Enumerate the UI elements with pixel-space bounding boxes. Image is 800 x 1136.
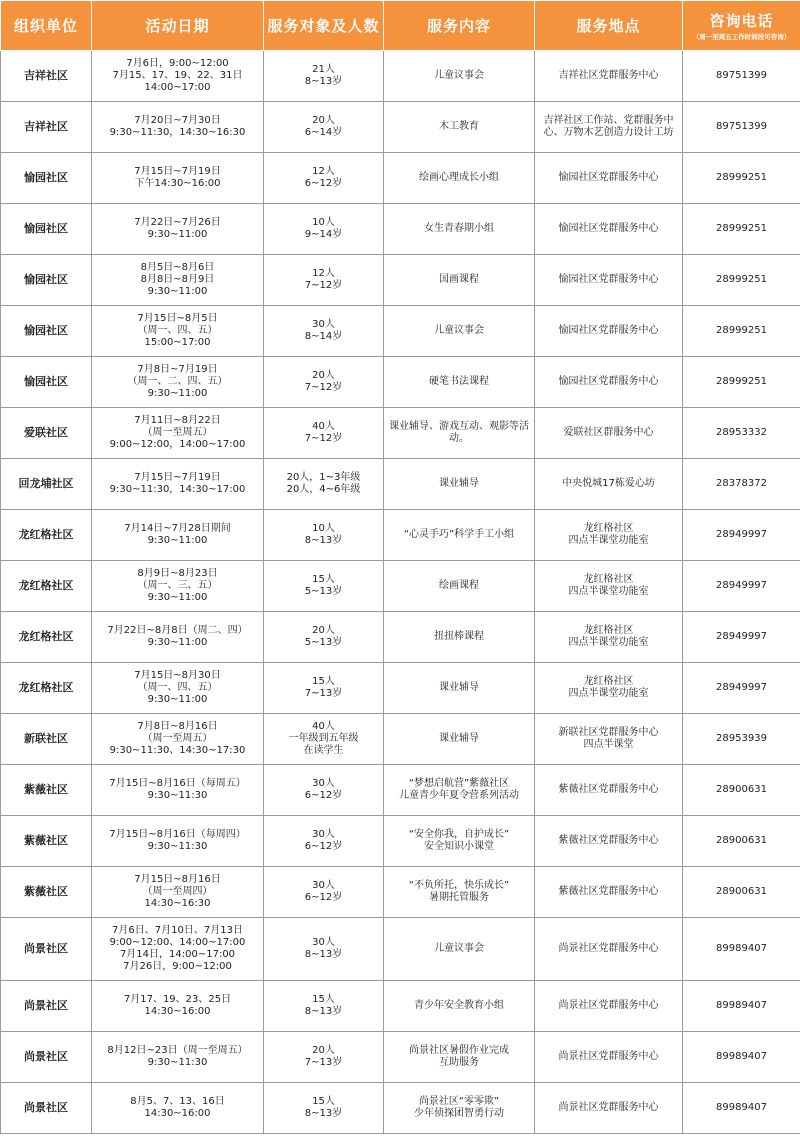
header-phone [683, 1, 800, 51]
date-cell: 7月17、19、23、25日 14:30~16:00 [92, 981, 264, 1032]
table-row [1, 867, 800, 918]
table-row [1, 357, 800, 408]
phone-cell: 89751399 [683, 51, 800, 102]
content-cell: 尚景社区暑假作业完成 互助服务 [384, 1032, 535, 1083]
org-cell: 龙红格社区 [1, 510, 92, 561]
location-cell: 紫薇社区党群服务中心 [535, 765, 683, 816]
target-cell: 30人 6~12岁 [264, 816, 384, 867]
content-cell: 课业辅导 [384, 459, 535, 510]
target-cell: 20人，1~3年级 20人，4~6年级 [264, 459, 384, 510]
phone-cell: 28949997 [683, 663, 800, 714]
org-cell: 尚景社区 [1, 1083, 92, 1134]
date-cell: 8月5日~8月6日 8月8日~8月9日 9:30~11:00 [92, 255, 264, 306]
target-cell: 12人 6~12岁 [264, 153, 384, 204]
table-row [1, 408, 800, 459]
org-cell: 紫薇社区 [1, 867, 92, 918]
phone-cell: 28999251 [683, 306, 800, 357]
table-row [1, 51, 800, 102]
location-cell: 愉园社区党群服务中心 [535, 153, 683, 204]
target-cell: 20人 6~14岁 [264, 102, 384, 153]
date-cell: 7月15日~7月19日 下午14:30~16:00 [92, 153, 264, 204]
org-cell: 吉祥社区 [1, 51, 92, 102]
location-cell: 龙红格社区 四点半课堂功能室 [535, 663, 683, 714]
date-cell: 7月22日~7月26日 9:30~11:00 [92, 204, 264, 255]
org-cell: 尚景社区 [1, 981, 92, 1032]
phone-cell: 89989407 [683, 918, 800, 981]
content-cell: 木工教育 [384, 102, 535, 153]
date-cell: 7月8日~7月19日 （周一、二、四、五） 9:30~11:00 [92, 357, 264, 408]
phone-cell: 28999251 [683, 255, 800, 306]
phone-cell: 28378372 [683, 459, 800, 510]
table-row [1, 153, 800, 204]
table-header [1, 1, 800, 51]
table-row [1, 255, 800, 306]
target-cell: 20人 7~12岁 [264, 357, 384, 408]
date-cell: 7月11日~8月22日 （周一至周五） 9:00~12:00，14:00~17:00 [92, 408, 264, 459]
date-cell: 7月15日~8月5日 （周一、四、五） 15:00~17:00 [92, 306, 264, 357]
location-cell: 龙红格社区 四点半课堂功能室 [535, 612, 683, 663]
header-phone-note: （周一至周五工作时间段可咨询） [692, 32, 791, 41]
location-cell: 愉园社区党群服务中心 [535, 255, 683, 306]
header-location: 服务地点 [535, 1, 683, 51]
date-cell: 7月6日、7月10日、7月13日 9:00~12:00、14:00~17:00 7月14日，14:00~17:00 7月26日，9:00~12:00 [92, 918, 264, 981]
content-cell: 硬笔书法课程 [384, 357, 535, 408]
content-cell: “心灵手巧”科学手工小组 [384, 510, 535, 561]
phone-cell: 28949997 [683, 510, 800, 561]
target-cell: 30人 8~14岁 [264, 306, 384, 357]
date-cell: 7月22日~8月8日（周二、四） 9:30~11:00 [92, 612, 264, 663]
table-row [1, 306, 800, 357]
org-cell: 愉园社区 [1, 255, 92, 306]
location-cell: 吉祥社区党群服务中心 [535, 51, 683, 102]
org-cell: 紫薇社区 [1, 765, 92, 816]
date-cell: 7月20日~7月30日 9:30~11:30，14:30~16:30 [92, 102, 264, 153]
phone-cell: 28999251 [683, 153, 800, 204]
location-cell: 尚景社区党群服务中心 [535, 1032, 683, 1083]
org-cell: 紫薇社区 [1, 816, 92, 867]
target-cell: 10人 9~14岁 [264, 204, 384, 255]
target-cell: 20人 7~13岁 [264, 1032, 384, 1083]
table-row [1, 816, 800, 867]
date-cell: 7月15日~8月30日 （周一、四、五） 9:30~11:00 [92, 663, 264, 714]
header-content: 服务内容 [384, 1, 535, 51]
location-cell: 愉园社区党群服务中心 [535, 306, 683, 357]
content-cell: “安全你我，自护成长” 安全知识小课堂 [384, 816, 535, 867]
location-cell: 吉祥社区工作站、党群服务中心、万物木艺创造力设计工坊 [535, 102, 683, 153]
org-cell: 爱联社区 [1, 408, 92, 459]
phone-cell: 28953939 [683, 714, 800, 765]
location-cell: 尚景社区党群服务中心 [535, 981, 683, 1032]
date-cell: 7月15日~8月16日（每周五） 9:30~11:30 [92, 765, 264, 816]
content-cell: 儿童议事会 [384, 918, 535, 981]
table-row [1, 1083, 800, 1134]
date-cell: 7月8日~8月16日 （周一至周五） 9:30~11:30、14:30~17:30 [92, 714, 264, 765]
target-cell: 21人 8~13岁 [264, 51, 384, 102]
content-cell: 国画课程 [384, 255, 535, 306]
content-cell: 课业辅导 [384, 663, 535, 714]
phone-cell: 28900631 [683, 816, 800, 867]
org-cell: 新联社区 [1, 714, 92, 765]
date-cell: 7月15日~8月16日（每周四） 9:30~11:30 [92, 816, 264, 867]
org-cell: 尚景社区 [1, 918, 92, 981]
location-cell: 尚景社区党群服务中心 [535, 1083, 683, 1134]
target-cell: 15人 8~13岁 [264, 981, 384, 1032]
org-cell: 龙红格社区 [1, 561, 92, 612]
location-cell: 爱联社区群服务中心 [535, 408, 683, 459]
phone-cell: 28949997 [683, 612, 800, 663]
table-row [1, 714, 800, 765]
content-cell: 扭扭棒课程 [384, 612, 535, 663]
target-cell: 15人 8~13岁 [264, 1083, 384, 1134]
content-cell: 课业辅导、游戏互动、观影等活动。 [384, 408, 535, 459]
org-cell: 吉祥社区 [1, 102, 92, 153]
table-row [1, 102, 800, 153]
target-cell: 40人 7~12岁 [264, 408, 384, 459]
table-row [1, 1032, 800, 1083]
phone-cell: 89751399 [683, 102, 800, 153]
phone-cell: 28900631 [683, 867, 800, 918]
org-cell: 回龙埔社区 [1, 459, 92, 510]
org-cell: 愉园社区 [1, 204, 92, 255]
header-target: 服务对象及人数 [264, 1, 384, 51]
target-cell: 40人 一年级到五年级 在读学生 [264, 714, 384, 765]
location-cell: 紫薇社区党群服务中心 [535, 867, 683, 918]
date-cell: 8月12日~23日（周一至周五） 9:30~11:30 [92, 1032, 264, 1083]
target-cell: 30人 6~12岁 [264, 765, 384, 816]
content-cell: “不负所托，快乐成长” 暑期托管服务 [384, 867, 535, 918]
date-cell: 7月15日~7月19日 9:30~11:30，14:30~17:00 [92, 459, 264, 510]
location-cell: 尚景社区党群服务中心 [535, 918, 683, 981]
phone-cell: 28949997 [683, 561, 800, 612]
table-row [1, 561, 800, 612]
table-row [1, 663, 800, 714]
header-phone-label: 咨询电话 [709, 11, 774, 30]
content-cell: 课业辅导 [384, 714, 535, 765]
phone-cell: 28953332 [683, 408, 800, 459]
header-org: 组织单位 [1, 1, 92, 51]
location-cell: 愉园社区党群服务中心 [535, 204, 683, 255]
date-cell: 8月5、7、13、16日 14:30~16:00 [92, 1083, 264, 1134]
location-cell: 龙红格社区 四点半课堂功能室 [535, 561, 683, 612]
phone-cell: 89989407 [683, 1032, 800, 1083]
content-cell: 儿童议事会 [384, 306, 535, 357]
phone-cell: 28900631 [683, 765, 800, 816]
date-cell: 8月9日~8月23日 （周一、三、五） 9:30~11:00 [92, 561, 264, 612]
date-cell: 7月14日~7月28日期间 9:30~11:00 [92, 510, 264, 561]
content-cell: 绘画心理成长小组 [384, 153, 535, 204]
org-cell: 愉园社区 [1, 153, 92, 204]
content-cell: 儿童议事会 [384, 51, 535, 102]
header-date: 活动日期 [92, 1, 264, 51]
phone-cell: 28999251 [683, 357, 800, 408]
org-cell: 尚景社区 [1, 1032, 92, 1083]
org-cell: 龙红格社区 [1, 663, 92, 714]
date-cell: 7月15日~8月16日 （周一至周四） 14:30~16:30 [92, 867, 264, 918]
target-cell: 20人 5~13岁 [264, 612, 384, 663]
phone-cell: 89989407 [683, 1083, 800, 1134]
table-row [1, 612, 800, 663]
target-cell: 12人 7~12岁 [264, 255, 384, 306]
location-cell: 紫薇社区党群服务中心 [535, 816, 683, 867]
location-cell: 新联社区党群服务中心 四点半课堂 [535, 714, 683, 765]
content-cell: 青少年安全教育小组 [384, 981, 535, 1032]
target-cell: 30人 8~13岁 [264, 918, 384, 981]
table-row [1, 765, 800, 816]
content-cell: 女生青春期小组 [384, 204, 535, 255]
org-cell: 龙红格社区 [1, 612, 92, 663]
table-row [1, 510, 800, 561]
target-cell: 10人 8~13岁 [264, 510, 384, 561]
table-body [1, 51, 800, 1134]
target-cell: 15人 7~13岁 [264, 663, 384, 714]
content-cell: 绘画课程 [384, 561, 535, 612]
location-cell: 龙红格社区 四点半课堂功能室 [535, 510, 683, 561]
table-row [1, 459, 800, 510]
org-cell: 愉园社区 [1, 357, 92, 408]
table-row [1, 918, 800, 981]
phone-cell: 28999251 [683, 204, 800, 255]
content-cell: “梦想启航营”紫薇社区 儿童青少年夏令营系列活动 [384, 765, 535, 816]
phone-cell: 89989407 [683, 981, 800, 1032]
date-cell: 7月6日，9:00~12:00 7月15、17、19、22、31日 14:00~17:00 [92, 51, 264, 102]
table-row [1, 204, 800, 255]
content-cell: 尚景社区“零零欺” 少年侦探团智勇行动 [384, 1083, 535, 1134]
table-row [1, 981, 800, 1032]
location-cell: 愉园社区党群服务中心 [535, 357, 683, 408]
org-cell: 愉园社区 [1, 306, 92, 357]
target-cell: 30人 6~12岁 [264, 867, 384, 918]
target-cell: 15人 5~13岁 [264, 561, 384, 612]
location-cell: 中央悦城17栋爱心坊 [535, 459, 683, 510]
